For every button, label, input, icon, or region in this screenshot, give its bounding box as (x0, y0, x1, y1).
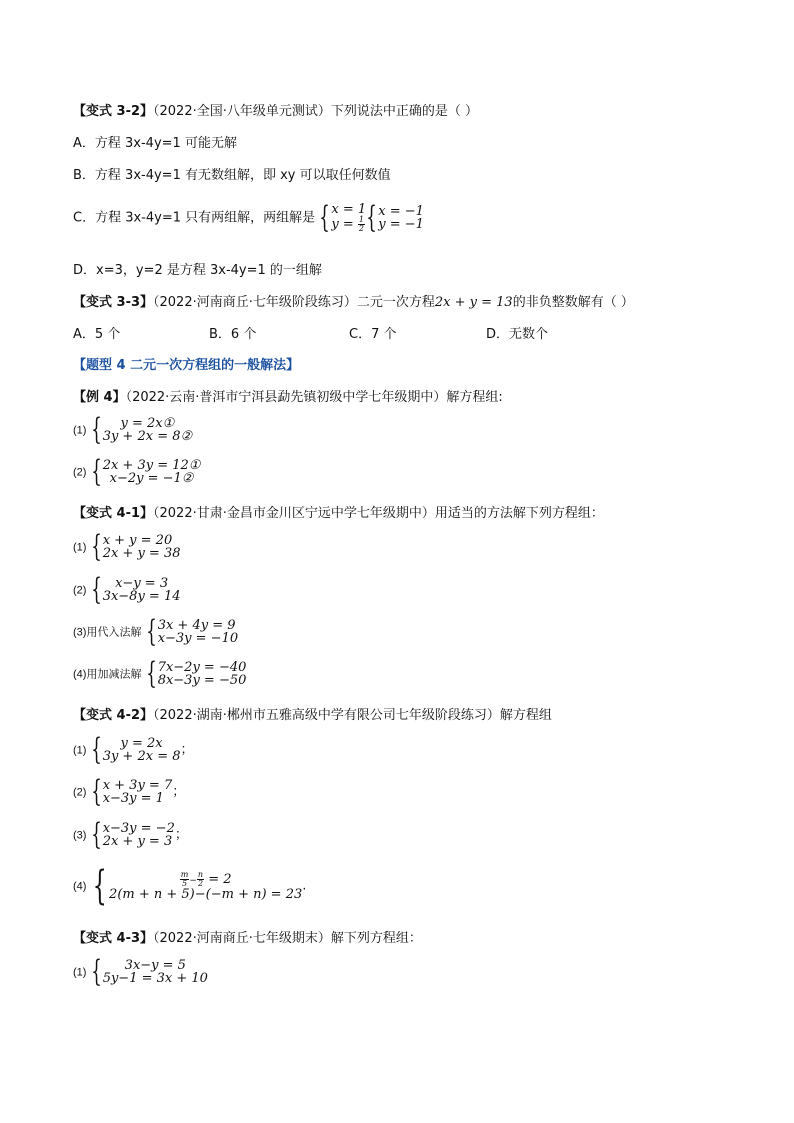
equation-stack (103, 959, 208, 985)
problem-label: (1) (73, 966, 87, 979)
problem-label: (2) (73, 786, 87, 799)
equation-line: x−2y = −1② (109, 471, 194, 486)
equation-stack (103, 417, 192, 443)
problem-1 (73, 732, 194, 767)
option-d: D．x=3，y=2 是方程 3x-4y=1 的一组解 (73, 263, 322, 278)
question-4-1 (73, 506, 604, 522)
equation-system (145, 656, 247, 691)
equation-line: 8x−3y = −50 (157, 673, 247, 688)
equation-system (90, 732, 181, 767)
question-source: （2022·河南商丘·七年级阶段练习）二元一次方程 (153, 295, 435, 310)
problem-label: (4) (73, 880, 87, 893)
option-c-text: C．方程 3x-4y=1 只有两组解，两组解是 (73, 210, 316, 226)
problem-3 (73, 614, 239, 649)
equation-stack (103, 779, 173, 805)
question-label: 【例 4】 (73, 390, 126, 405)
left-brace: { (90, 954, 102, 989)
equation-stack (331, 203, 366, 233)
equation-system (90, 454, 201, 489)
equation-line: $\frac{m}{5}$ − $\frac{n}{2}$ = 2 (180, 870, 232, 888)
equation-line: 2x + 3y = 12① (102, 458, 201, 473)
left-brace: { (92, 863, 107, 909)
question-label: 【变式 4-1】 (73, 506, 154, 521)
problem-4 (73, 656, 247, 691)
punctuation: ； (180, 742, 194, 758)
question-tail: 的非负整数解有（ ） (512, 295, 634, 310)
equation-stack (103, 534, 181, 560)
section-title: 【题型 4 二元一次方程组的一般解法】 (73, 358, 300, 373)
equation-line: 3x−y = 5 (124, 958, 186, 973)
equation-system (90, 412, 193, 447)
equation-inline: 2x + y = 13 (434, 295, 513, 310)
equation-line: 3x + 4y = 9 (157, 618, 236, 633)
punctuation: ； (172, 784, 186, 800)
question-label: 【变式 4-2】 (73, 708, 154, 723)
question-3-3 (73, 295, 634, 311)
equation-line: 3x−8y = 14 (102, 589, 181, 604)
equation-stack (103, 737, 181, 763)
equation-line: x−y = 3 (115, 576, 169, 591)
left-brace: { (90, 572, 102, 607)
option-d: D．无数个 (486, 327, 549, 342)
equation-line: x = 1 (331, 202, 367, 217)
question-source: （2022·河南商丘·七年级期末）解下列方程组： (153, 931, 422, 946)
question-source: （2022·云南·普洱市宁洱县勐先镇初级中学七年级期中）解方程组: (125, 390, 503, 405)
question-label: 【变式 3-2】 (73, 104, 154, 119)
equation-line: x + y = 20 (102, 533, 173, 548)
equation-line: 3y + 2x = 8 (102, 749, 181, 764)
options-row (73, 327, 548, 343)
equation-line: 2x + y = 3 (102, 834, 173, 849)
equation-line: x = −1 (378, 204, 424, 219)
problem-label: (4)用加减法解 (73, 668, 142, 681)
equation-line: x + 3y = 7 (102, 778, 173, 793)
equation-line: 2x + y = 38 (102, 546, 181, 561)
equation-stack (109, 871, 302, 901)
left-brace: { (90, 412, 102, 447)
equation-stack (103, 822, 175, 848)
left-brace: { (145, 656, 157, 691)
left-brace: { (90, 732, 102, 767)
equation-line: x−3y = 1 (102, 791, 164, 806)
option-c: C．7 个 (349, 327, 397, 342)
equation-stack (103, 459, 201, 485)
equation-system (90, 774, 173, 809)
equation-line: 3y + 2x = 8② (102, 429, 193, 444)
left-brace: { (319, 200, 331, 235)
fraction: $\frac{1}{2}$ (358, 215, 364, 233)
fraction: $\frac{m}{5}$ (180, 870, 189, 888)
question-4-2 (73, 708, 552, 724)
problem-3 (73, 817, 188, 852)
problem-label: (3) (73, 829, 87, 842)
equation-system (90, 572, 181, 607)
punctuation: . (302, 878, 307, 894)
equation-system (91, 863, 303, 909)
left-brace: { (90, 817, 102, 852)
problem-1 (73, 954, 208, 989)
equation-system (90, 954, 208, 989)
equation-system (319, 200, 424, 235)
problem-label: (1) (73, 424, 87, 437)
left-brace: { (145, 614, 157, 649)
left-brace: { (90, 774, 102, 809)
problem-1 (73, 529, 181, 564)
option-a: A．5 个 (73, 327, 121, 342)
left-brace: { (90, 454, 102, 489)
problem-1 (73, 412, 193, 447)
question-4-3 (73, 931, 422, 947)
problem-label: (1) (73, 541, 87, 554)
question-source: （2022·湖南·郴州市五雅高级中学有限公司七年级阶段练习）解方程组 (153, 708, 552, 723)
equation-line: y = 2x (120, 736, 163, 751)
problem-label: (1) (73, 744, 87, 757)
example-4 (73, 390, 503, 406)
equation-line: 2(m + n + 5)−(−m + n) = 23 (109, 887, 303, 902)
equation-line: x−3y = −10 (157, 631, 239, 646)
problem-label: (2) (73, 466, 87, 479)
question-source: （2022·全国·八年级单元测试）下列说法中正确的是（ ） (153, 104, 478, 119)
equation-line: y = −1 (378, 217, 424, 232)
equation-stack (158, 661, 247, 687)
equation-line: 5y−1 = 3x + 10 (102, 971, 208, 986)
question-label: 【变式 3-3】 (73, 295, 154, 310)
equation-line: y = $\frac{1}{2}$ (331, 215, 364, 233)
problem-label: (3)用代入法解 (73, 626, 142, 639)
option-c (73, 200, 424, 235)
option-a: A．方程 3x-4y=1 可能无解 (73, 136, 237, 151)
problem-2 (73, 572, 181, 607)
equation-line: y = 2x① (120, 416, 175, 431)
left-brace: { (90, 529, 102, 564)
equation-stack (378, 205, 424, 231)
fraction: $\frac{n}{2}$ (197, 870, 204, 888)
equation-stack (103, 577, 181, 603)
problem-2 (73, 454, 201, 489)
problem-label: (2) (73, 584, 87, 597)
equation-line: x−3y = −2 (102, 821, 175, 836)
problem-2 (73, 774, 186, 809)
problem-4 (73, 863, 307, 909)
equation-stack (158, 619, 238, 645)
option-b: B．方程 3x-4y=1 有无数组解，即 xy 可以取任何数值 (73, 168, 391, 183)
equation-line: 7x−2y = −40 (157, 660, 247, 675)
question-label: 【变式 4-3】 (73, 931, 154, 946)
option-b: B．6 个 (209, 327, 257, 342)
equation-system (90, 529, 181, 564)
equation-system (145, 614, 239, 649)
punctuation: ； (174, 827, 188, 843)
equation-system (90, 817, 175, 852)
question-source: （2022·甘肃·金昌市金川区宁远中学七年级期中）用适当的方法解下列方程组： (153, 506, 604, 521)
question-3-2 (73, 104, 478, 120)
left-brace: { (366, 200, 377, 235)
